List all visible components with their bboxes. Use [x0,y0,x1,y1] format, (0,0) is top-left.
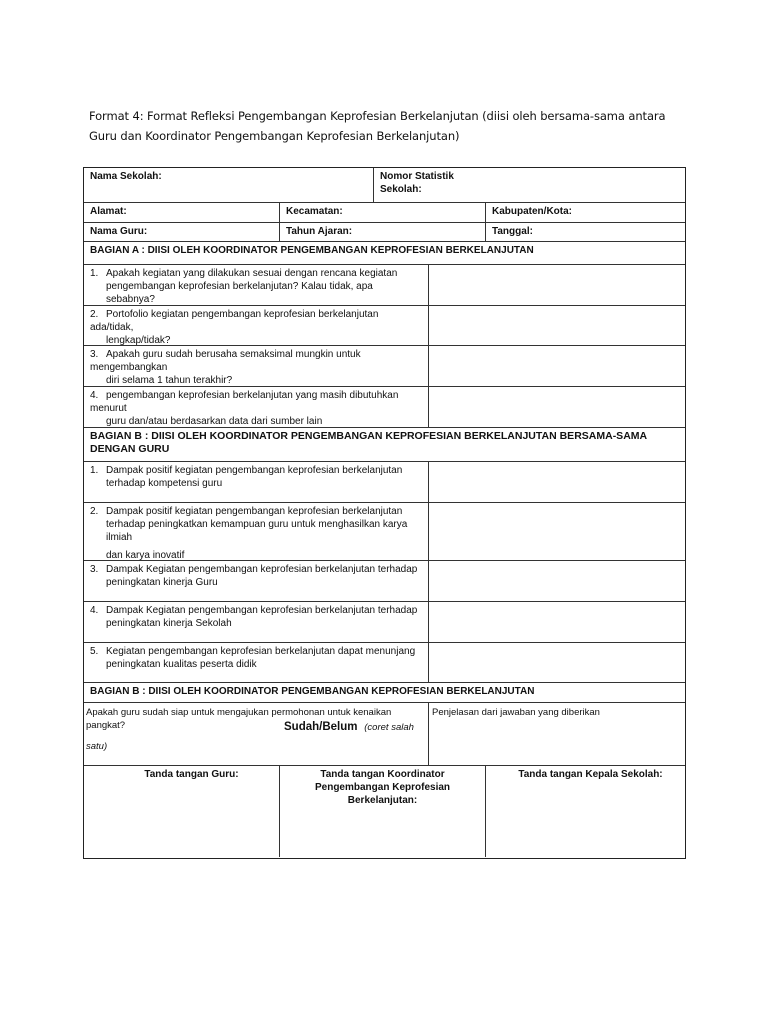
nama-sekolah-cell[interactable] [84,168,374,203]
kecamatan-label: Kecamatan: [286,206,343,217]
signature-kepala[interactable] [486,766,685,857]
bagian-a-q2 [84,306,429,346]
bagian-b-q5 [84,643,429,683]
bagian-a-q2-answer[interactable] [429,306,685,346]
bagian-a-q1-answer[interactable] [429,265,685,306]
intro-text: Format 4: Format Refleksi Pengembangan Keprofesian Berkelanjutan (diisi oleh bersama-sama antara Guru dan Koordinator Pengembangan Keprofesian Berkelanjutan) [89,109,666,143]
bagian-a-q1-line2: pengembangan keprofesian berkelanjutan? Kalau tidak, apa sebabnya? [106,281,373,305]
tahun-ajaran-label: Tahun Ajaran: [286,226,353,237]
bagian-b-q3-answer[interactable] [429,561,685,602]
bagian-a-title: BAGIAN A : DIISI OLEH KOORDINATOR PENGEMBANGAN KEPROFESIAN BERKELANJUTAN [84,242,685,265]
reflection-form [83,167,686,859]
penjelasan-cell[interactable] [429,703,685,766]
signature-guru-label: Tanda tangan Guru: [144,769,239,780]
coret-note: (coret salah [364,722,414,733]
kenaikan-pangkat-line1: Apakah guru sudah siap untuk mengajukan permohonan untuk kenaikan [86,707,392,718]
kabupaten-label: Kabupaten/Kota: [492,206,572,217]
bagian-a-q3 [84,346,429,387]
bagian-b-q3 [84,561,429,602]
bagian-b-title: BAGIAN B : DIISI OLEH KOORDINATOR PENGEMBANGAN KEPROFESIAN BERKELANJUTAN BERSAMA-SAMA DENGAN GURU [84,428,685,462]
bagian-a-q2-line1: 2. Portofolio kegiatan pengembangan keprofesian berkelanjutan ada/tidak, [90,309,379,333]
tahun-ajaran-cell[interactable] [280,223,486,242]
bagian-b-q5-answer[interactable] [429,643,685,683]
bagian-b-q5-line2: peningkatan kualitas peserta didik [106,659,257,670]
bagian-a-q1 [84,265,429,306]
sudah-belum-label: Sudah/Belum [284,721,358,733]
bagian-a-q4-line1: 4. pengembangan keprofesian berkelanjutan yang masih dibutuhkan menurut [90,390,399,414]
bagian-c-title: BAGIAN B : DIISI OLEH KOORDINATOR PENGEMBANGAN KEPROFESIAN BERKELANJUTAN [84,683,685,703]
alamat-label: Alamat: [90,206,127,217]
signature-koordinator[interactable] [280,766,486,857]
coret-note-continued: satu) [86,741,108,752]
bagian-b-q3-line1: 3. Dampak Kegiatan pengembangan keprofesian berkelanjutan terhadap [90,564,418,575]
bagian-b-q1-line2: terhadap kompetensi guru [106,478,223,489]
bagian-b-q2-line3: dan karya inovatif [106,550,185,561]
signature-guru[interactable] [84,766,280,857]
nomor-statistik-label: Nomor Statistik Sekolah: [380,171,454,195]
kabupaten-cell[interactable] [486,203,685,223]
bagian-a-q3-answer[interactable] [429,346,685,387]
bagian-a-q4-answer[interactable] [429,387,685,428]
signature-koordinator-label: Tanda tangan Koordinator Pengembangan Keprofesian Berkelanjutan: [314,769,451,806]
kenaikan-pangkat-line2: pangkat? [86,720,126,731]
bagian-a-q1-line1: 1. Apakah kegiatan yang dilakukan sesuai dengan rencana kegiatan [90,268,398,279]
penjelasan-label: Penjelasan dari jawaban yang diberikan [432,707,600,718]
kecamatan-cell[interactable] [280,203,486,223]
nomor-statistik-cell[interactable] [374,168,685,203]
bagian-a-q2-line2: lengkap/tidak? [106,335,171,346]
bagian-a-q3-line2: diri selama 1 tahun terakhir? [106,375,233,386]
bagian-b-q2 [84,503,429,561]
bagian-b-q4-answer[interactable] [429,602,685,643]
bagian-b-q2-line1: 2. Dampak positif kegiatan pengembangan keprofesian berkelanjutan [90,506,403,517]
bagian-b-q3-line2: peningkatan kinerja Guru [106,577,218,588]
bagian-b-q1-answer[interactable] [429,462,685,503]
nama-sekolah-label: Nama Sekolah: [90,171,162,182]
bagian-b-q1-line1: 1. Dampak positif kegiatan pengembangan keprofesian berkelanjutan [90,465,403,476]
bagian-a-q4-line2: guru dan/atau berdasarkan data dari sumber lain [106,416,323,427]
tanggal-label: Tanggal: [492,226,533,237]
signature-kepala-label: Tanda tangan Kepala Sekolah: [518,769,663,780]
bagian-a-q4 [84,387,429,428]
kenaikan-pangkat-question [84,703,429,766]
bagian-b-q5-line1: 5. Kegiatan pengembangan keprofesian berkelanjutan dapat menunjang [90,646,416,657]
sudah-belum-answer[interactable] [284,721,414,734]
tanggal-cell[interactable] [486,223,685,242]
nama-guru-label: Nama Guru: [90,226,148,237]
nama-guru-cell[interactable] [84,223,280,242]
bagian-b-q2-answer[interactable] [429,503,685,561]
bagian-a-q3-line1: 3. Apakah guru sudah berusaha semaksimal mungkin untuk mengembangkan [90,349,361,373]
bagian-b-q4-line2: peningkatan kinerja Sekolah [106,618,232,629]
bagian-b-q1 [84,462,429,503]
alamat-cell[interactable] [84,203,280,223]
bagian-b-q4-line1: 4. Dampak Kegiatan pengembangan keprofesian berkelanjutan terhadap [90,605,418,616]
bagian-b-q2-line2: terhadap peningkatkan kemampuan guru untuk menghasilkan karya ilmiah [106,519,408,543]
bagian-b-q4 [84,602,429,643]
